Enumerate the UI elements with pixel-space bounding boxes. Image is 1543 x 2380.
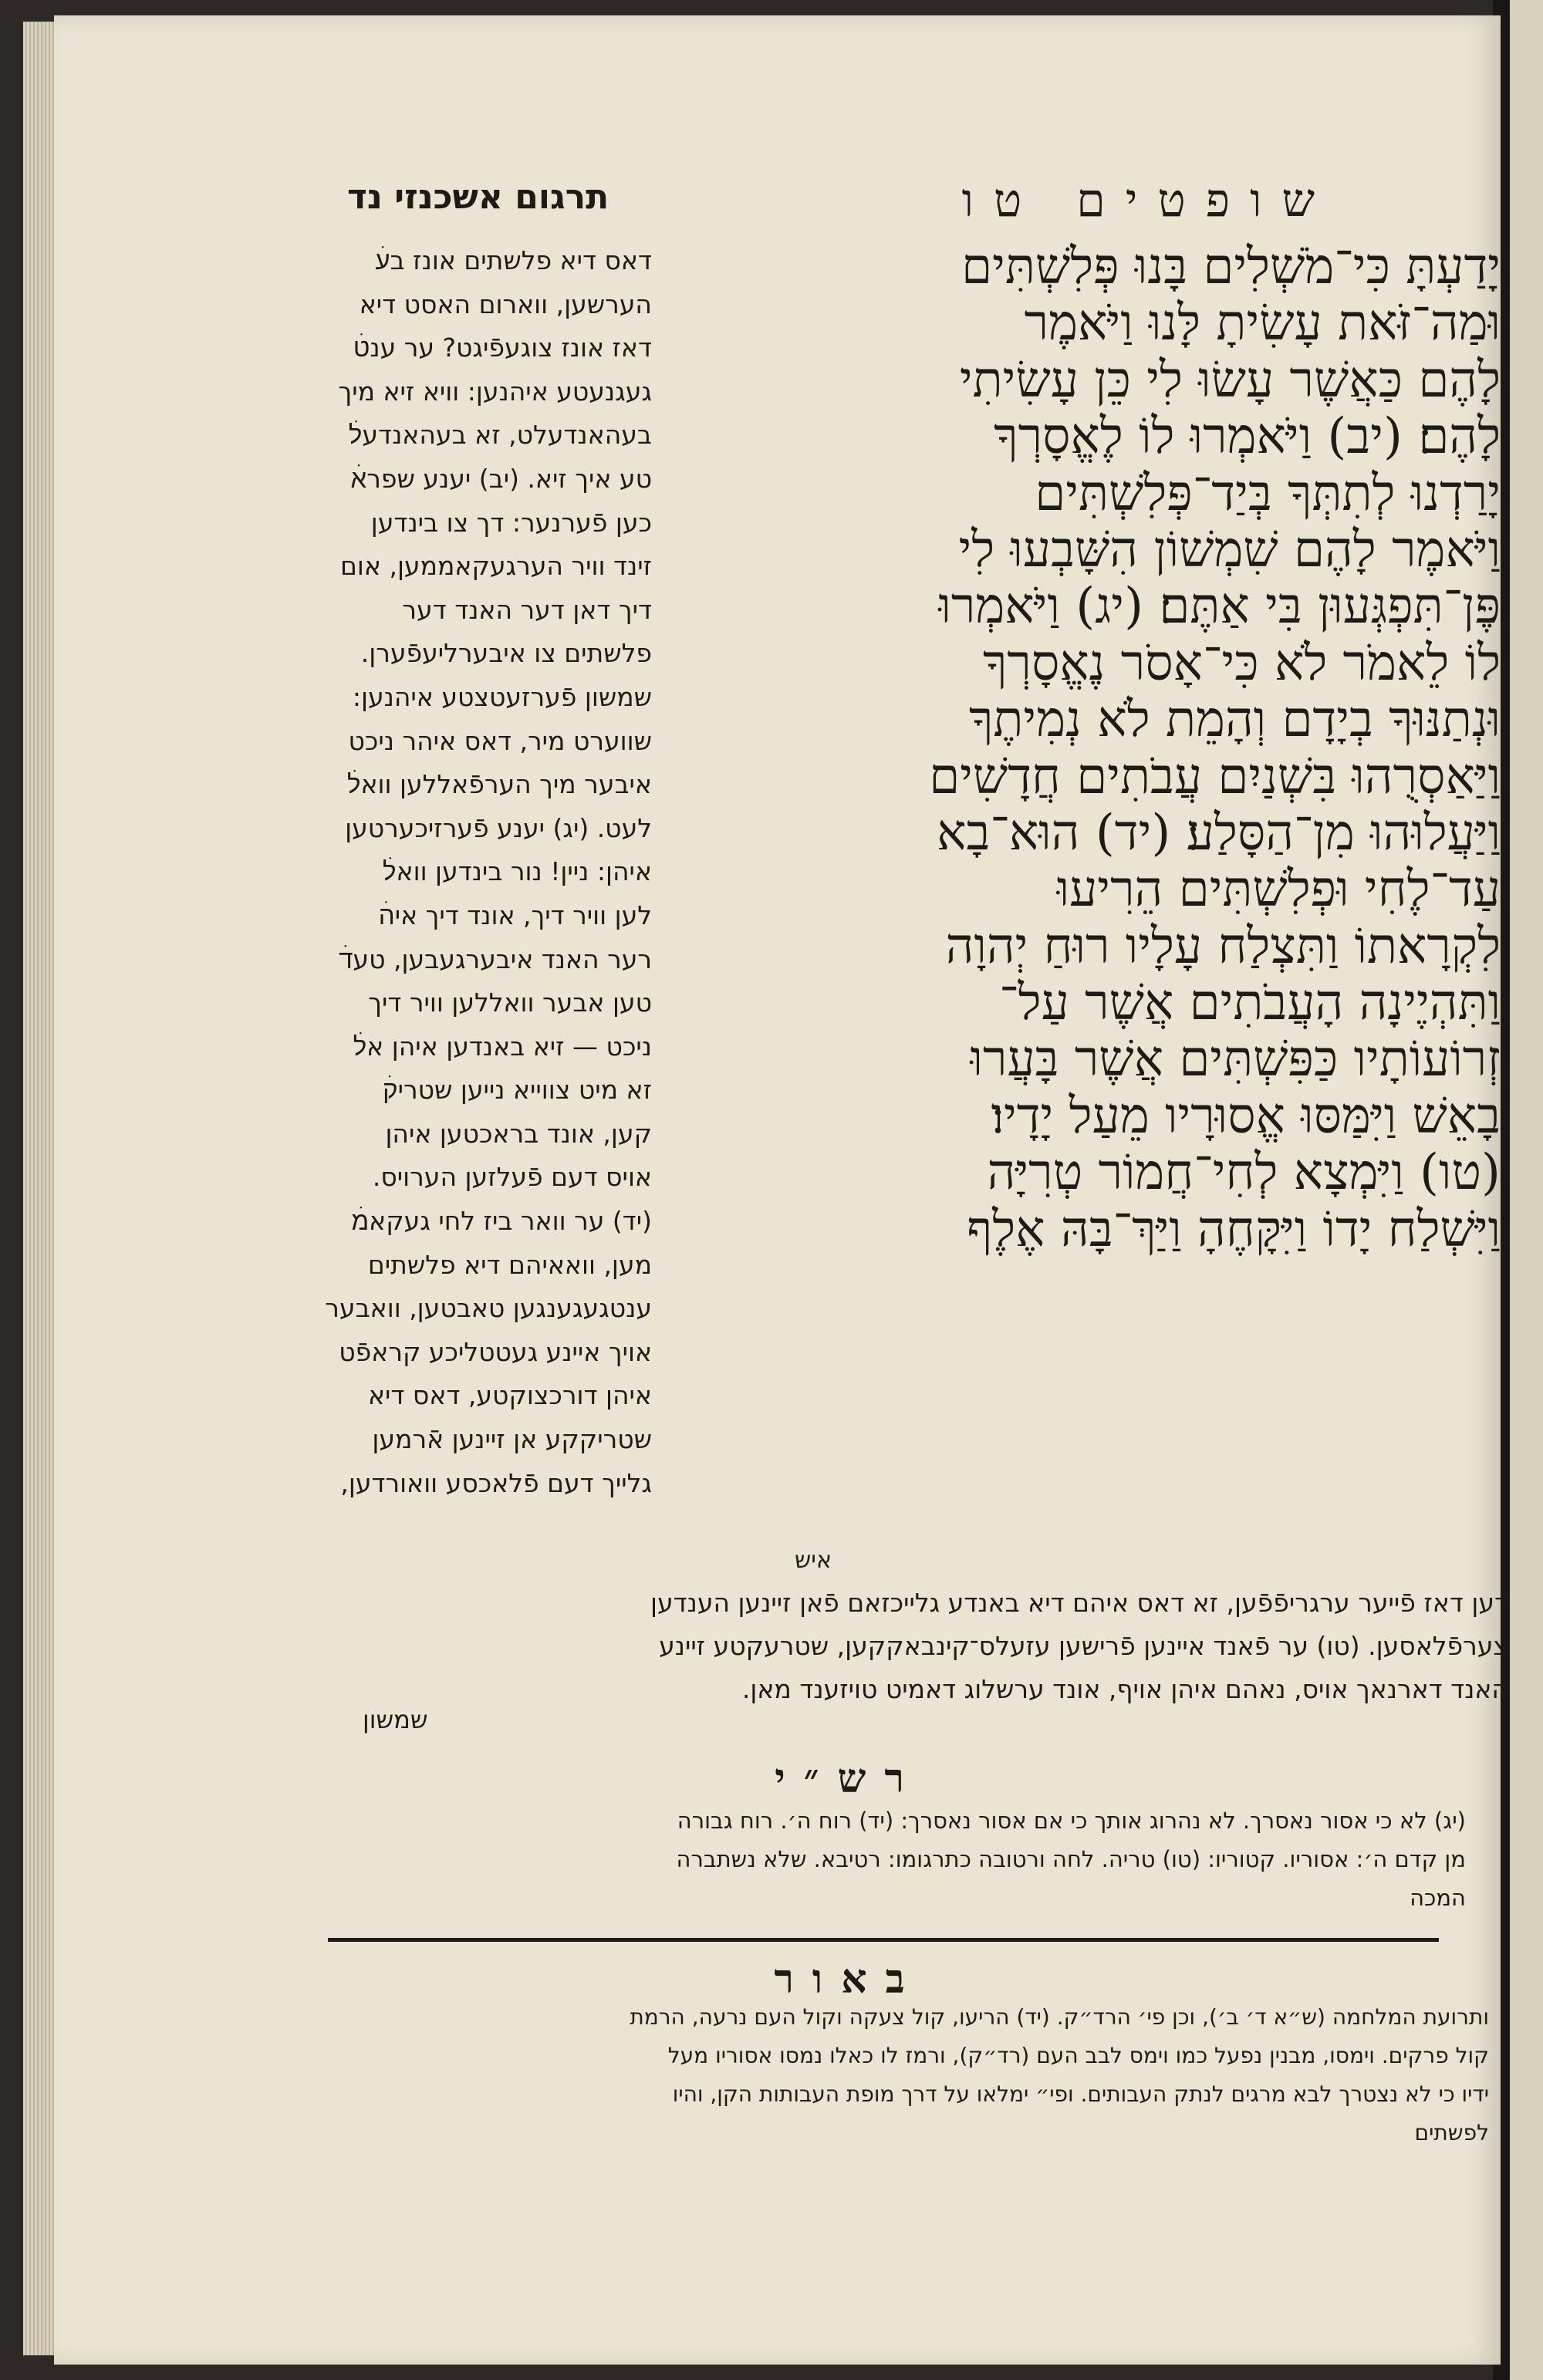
rashi-commentary <box>309 1801 1466 1917</box>
hebrew-line: יָדַעְתָּ כִּי־מֹשְׁלִים בָּנוּ פְּלִשְׁתִּים <box>961 238 1501 295</box>
section-divider-rule <box>328 1938 1439 1942</box>
rashi-line: (יג) לא כי אסור נאסרך. לא נהרוג אותך כי אם אסור נאסרך: (יד) רוח ה׳. רוח גבורה <box>677 1808 1466 1834</box>
yiddish-line: זינד וויר הערגעקאממען, אום <box>340 551 652 582</box>
yiddish-line: שטריקקע אן זיינען אֿרמען <box>372 1424 652 1455</box>
biur-heading: באור <box>774 1956 923 2003</box>
hebrew-line: לָהֶם׃ (יב) וַיֹּאמְרוּ לוֹ לֶאֱסָרְךָ <box>994 408 1501 466</box>
yiddish-line: לען וויר דיך, אונד דיך איהׄ <box>378 900 652 930</box>
hebrew-line: יָרַדְנוּ לְתִתְּךָ בְּיַד־פְּלִשְׁתִּים <box>1035 464 1501 522</box>
yiddish-full-line: דען דאז פֿייער ערגריפֿפֿען, זא דאס איהם דיא באנדע גלייכזאם פֿאן זיינען הענדען <box>650 1588 1508 1618</box>
hebrew-catchword: איש <box>795 1547 832 1574</box>
biur-line: ידיו כי לא נצטרך לבא מרגים לנתק העבותים. ופי״ ימלאו על דרך מופת העבותות הקן, והיו <box>672 2081 1489 2107</box>
yiddish-line: רער האנד איבערגעבען, טעדׄ <box>339 944 652 974</box>
yiddish-line: אויך איינע געטטליכע קראפֿט <box>339 1336 652 1367</box>
hebrew-line: וּנְתַנּוּךָ בְיָדָם וְהָמֵת לֹא נְמִיתֶךָ <box>968 691 1501 749</box>
yiddish-full-line: האנד דארנאך אויס, נאהם איהן אויף, אונד ערשלוג דאמיט טויזענד מאן. <box>741 1674 1508 1704</box>
hebrew-line: וַיֹּאמֶר לָהֶם שִׁמְשׁוֹן הִשָּׁבְעוּ לִי <box>958 521 1501 579</box>
yiddish-line: ענטגעגענגען טאבטען, וואבער <box>325 1293 652 1324</box>
rashi-line: המכה <box>1410 1885 1466 1911</box>
hebrew-line: זְרוֹעוֹתָיו כַּפִּשְׁתִּים אֲשֶׁר בָּעֲרוּ <box>970 1031 1501 1089</box>
yiddish-line: געגנעטע איהנען: וויא זיא מיך <box>338 376 652 407</box>
yiddish-full-line: צערפֿלאסען. (טו) ער פֿאנד איינען פֿרישען עזעלס־קינבאקקען, שטרעקטע זיינע <box>659 1631 1508 1661</box>
hebrew-line: פֶּן־תִּפְגְּעוּן בִּי אַתֶּם׃ (יג) וַיֹּאמְרוּ <box>938 578 1501 636</box>
yiddish-line: אויס דעם פֿעלזען הערויס. <box>372 1162 652 1193</box>
targum-heading: תרגום אשכנזי נד <box>347 177 609 217</box>
yiddish-line: טע איך זיא. (יב) יענע שפראׄ <box>350 463 652 494</box>
hebrew-line: וַתִּהְיֶינָה הָעֲבֹתִים אֲשֶׁר עַל־ <box>999 974 1501 1032</box>
yiddish-full-width-block <box>328 1582 1508 1711</box>
hebrew-line: (טו) וַיִּמְצָא לְחִי־חֲמוֹר טְרִיָּה <box>987 1144 1501 1202</box>
hebrew-line: וַיַּעֲלוּהוּ מִן־הַסָּלַע׃ (יד) הוּא־בָא <box>937 804 1501 862</box>
hebrew-line: וּמַה־זֹּאת עָשִׂיתָ לָּנוּ וַיֹּאמֶר <box>1024 295 1501 353</box>
yiddish-line: לעט. (יג) יענע פֿערזיכערטען <box>345 812 652 843</box>
hebrew-line: בָאֵשׁ וַיִּמַּסּוּ אֱסוּרָיו מֵעַל יָדָיו׃ <box>991 1087 1501 1145</box>
yiddish-line: ניכט — זיא באנדען איהן אלׄ <box>353 1031 652 1062</box>
yiddish-line: שמשון פֿערזעטצטע איהנען: <box>352 681 652 712</box>
yiddish-line: הערשען, ווארום האסט דיא <box>359 289 652 319</box>
yiddish-line: מען, וואאיהם דיא פלשתים <box>367 1249 652 1280</box>
yiddish-line: קען, אונד בראכטען איהן <box>385 1118 652 1149</box>
yiddish-line: זא מיט צווייא נייען שטריקׄ <box>383 1075 652 1106</box>
hebrew-line: לָהֶם כַּאֲשֶׁר עָשׂוּ לִי כֵּן עָשִׂיתִי <box>959 351 1501 409</box>
yiddish-line: (יד) ער וואר ביז לחי געקאמׄ <box>351 1206 652 1237</box>
yiddish-line: איהן: ניין! נור בינדען וואלׄ <box>383 856 652 887</box>
biur-line: קול פרקים. וימסו, מבנין נפעל כמו וימס לבב העם (רד״ק), ורמז לו כאלו נמסו אסוריו מעל <box>667 2043 1489 2068</box>
biur-line: ותרועת המלחמה (ש״א ד׳ ב׳), וכן פי׳ הרד״ק. (יד) הריעו, קול צעקה וקול העם נרעה, הרמת <box>630 2004 1489 2030</box>
hebrew-line: וַיִּשְׁלַח יָדוֹ וַיִּקָּחֶהָ וַיַּךְ־בָּהּ אֶלֶף <box>967 1200 1501 1258</box>
yiddish-catchword: שמשון <box>363 1705 428 1734</box>
yiddish-translation-column <box>274 239 652 1505</box>
hebrew-line: לִקְרָאתוֹ וַתִּצְלַח עָלָיו רוּחַ יְהוָה <box>945 917 1501 975</box>
running-head <box>285 174 1335 228</box>
yiddish-line: איהן דורכצוקטע, דאס דיא <box>367 1380 652 1411</box>
hebrew-line: וַיַּאַסְרֻהוּ בִּשְׁנַיִם עֲבֹתִים חֲדָשִׁים <box>929 748 1501 805</box>
rashi-line: מן קדם ה׳: אסוריו. קטוריו: (טו) טריה. לחה ורטובה כתרגומו: רטיבא. שלא נשתברה <box>676 1846 1466 1872</box>
yiddish-line: פלשתים צו איבערליעפֿערן. <box>360 638 652 669</box>
hebrew-text-column <box>683 239 1501 1258</box>
hebrew-line: עַד־לֶחִי וּפְלִשְׁתִּים הֵרִיעוּ <box>1056 861 1501 919</box>
yiddish-line: דאז אונז צוגעפֿיגט? ער ענטׄ <box>353 333 652 363</box>
yiddish-line: גלייך דעם פֿלאכסע וואורדען, <box>340 1467 652 1498</box>
book-page <box>54 15 1508 2365</box>
hebrew-line: לוֹ לֵאמֹר לֹא כִּי־אָסֹר נֶאֱסָרְךָ <box>982 634 1501 692</box>
biur-line: לפשתים <box>1414 2120 1489 2145</box>
yiddish-line: כען פֿערנער: דך צו בינדען <box>370 507 652 538</box>
yiddish-line: דיך דאן דער האנד דער <box>402 594 652 625</box>
yiddish-line: בעהאנדעלט, זא בעהאנדעלׄ <box>348 420 652 451</box>
rashi-heading: רש״י <box>775 1755 923 1802</box>
biur-commentary <box>309 1998 1489 2152</box>
yiddish-line: איבער מיך הערפֿאללען וואלׄ <box>347 769 652 800</box>
yiddish-line: שווערט מיר, דאס איהר ניכט <box>348 725 652 756</box>
book-chapter-heading: שופטים טו <box>961 174 1335 228</box>
yiddish-line: דאס דיא פלשתים אונז בעׄ <box>375 245 652 275</box>
yiddish-line: טען אבער וואללען וויר דיך <box>368 987 652 1018</box>
